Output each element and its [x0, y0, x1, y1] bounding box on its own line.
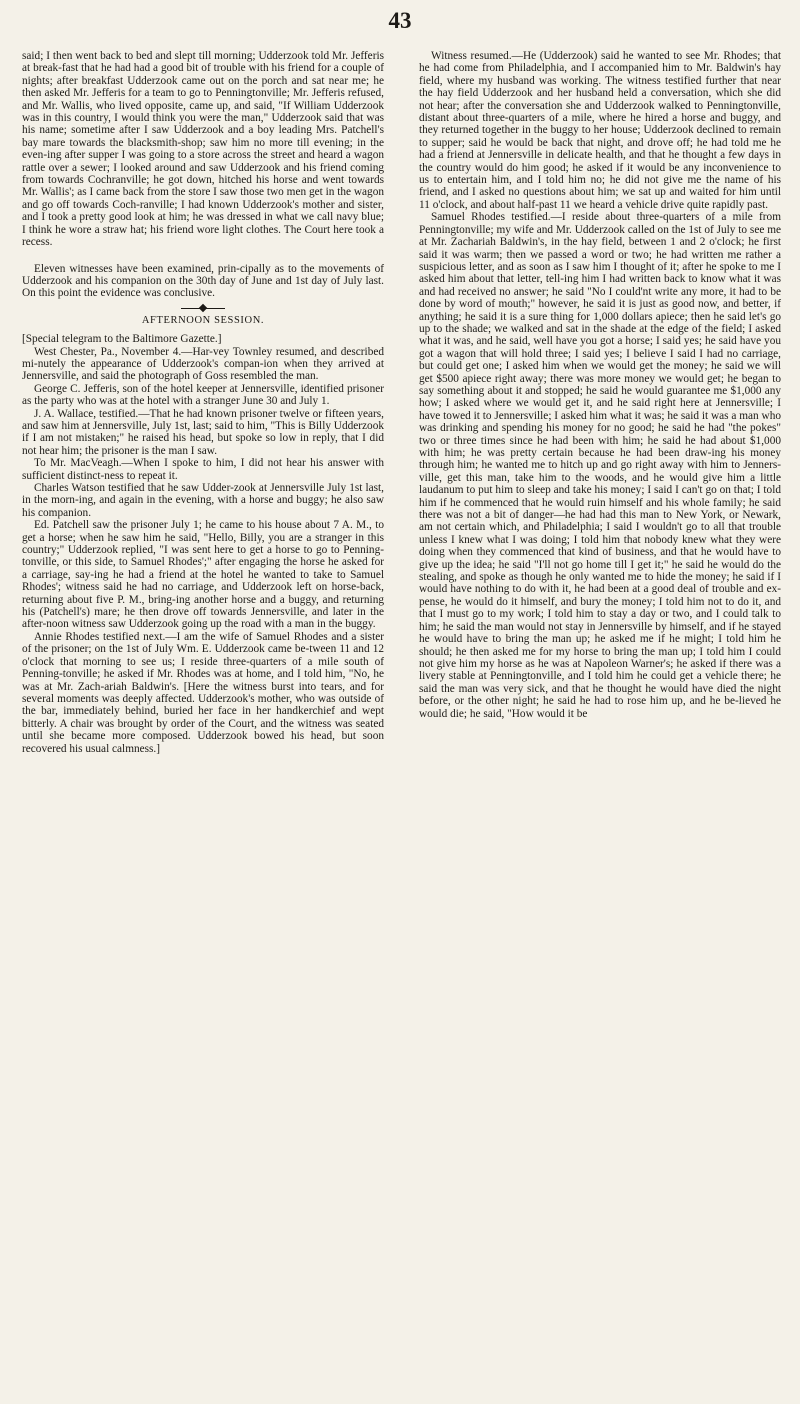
left-column	[22, 50, 384, 755]
article-paragraph: said; I then went back to bed and slept till morning; Udderzook told Mr. Jefferis at break-fast that he had had a good bit of trouble with his friend for a couple of nights; after breakfast Udderzook came out on the porch and sat near me; he then asked Mr. Jefferis for a team to go to Penningtonville; Mr. Jefferis refused, and Mr. Wallis, who lived opposite, came up, and said, "If William Udderzook was in this country, I would think you were the man," Udderzook said that was his name; sometime after I saw Udderzook and a boy leading Mrs. Patchell's bay mare towards the blacksmith-shop; saw him no more till evening; in the even-ing after supper I was going to a store across the street and heard a wagon rattle over a sewer; I looked around and saw Udderzook and his friend coming from towards Cochranville; he got down, hitched his horse and went towards Mr. Wallis'; as I came back from the store I saw those two men get in the wagon and go off towards Coch-ranville; I had known Udderzook's mother and sister, and I took a pretty good look at him; he was dressed in what we call navy blue; I think he wore a straw hat; his friend wore light clothes. The Court here took a recess.	[22, 50, 384, 249]
article-paragraph: To Mr. MacVeagh.—When I spoke to him, I did not hear his answer with sufficient distinct-ness to repeat it.	[22, 457, 384, 482]
article-paragraph: Witness resumed.—He (Udderzook) said he wanted to see Mr. Rhodes; that he had come from Philadelphia, and I accompanied him to Mr. Baldwin's hay field, where my husband was working. The witness testified further that near the hay field Udderzook and her husband held a conversation, which she did not hear; after the conversation she and Udderzook walked to Penningtonville, distant about three-quarters of a mile, where he hired a horse and buggy, and they returned together in the buggy to her house; Udderzook declined to remain to supper; said he would be back that night, and drove off; he had told me he had a friend at Jennersville in delicate health, and that he thought a few days in the country would do him good; he asked if it would be any inconvenience to us to entertain him, and I told him no; he did not give me the name of his friend, and I asked no questions about him; we sat up and waited for him until 11 o'clock, and about half-past 11 we heard a vehicle drive quite rapidly past.	[419, 50, 781, 211]
section-divider	[181, 308, 225, 309]
article-paragraph: West Chester, Pa., November 4.—Har-vey Townley resumed, and described mi-nutely the appearance of Udderzook's compan-ion when they arrived at Jennersville, and said the photograph of Goss resembled the man.	[22, 345, 384, 383]
article-paragraph: Samuel Rhodes testified.—I reside about three-quarters of a mile from Penningtonville; my wife and Mr. Udderzook called on the 1st of July to see me at Mr. Zachariah Baldwin's, in the hay field, between 1 and 2 o'clock; he first said it was warm; then we passed a word or two; he had written me rather a suspicious letter, and as soon as I saw him I thought of it; after he spoke to me I asked him about that letter, tell-ing him I had written back to know what it was and had received no answer; he said "No I could'nt write any more, it had to be done by word of mouth;" however, he said it is just as good now, and better, if anything; he said it is a sure thing for 1,000 dollars apiece; then he said let's go up to the shade; we walked and sat in the shade at the edge of the field; I asked what it was, and he said, well have you got a horse; I said yes; he said have you got a wagon that will hold three; I said yes; I believe I said I had no carriage, but could get one; I asked him when we would get the money; he said we will get $500 apiece right away; there was more money we would get; he began to say something about it and stopped; he said he would guarantee me $1,000 any how; I asked where we would get it, and he said right here at Jennersville; I have towed it to Jennersville; I asked him what it was; he said it was a man who was drinking and spending his money for no good; he said he had "the pokes" two or three times since he had been with him; he said he had about $1,000 with him; he was pretty certain because he had been draw-ing his money through him; he wanted me to hitch up and go right away with him to Jenners-ville, get this man, take him to the woods, and he would give him a little laudanum to put him to sleep and take his money; I said I can't go on that; I told him if he commenced that he would ruin himself and his whole family; he said there was not a bit of danger—he had had this man to New York, or Newark, am not certain which, and Philadelphia; I said I wouldn't go to all that trouble unless I knew what I was doing; I told him that nobody knew what they were doing when they commenced that kind of business, and that he would have to give up the idea; he said "I'll not go home till I get it;" he said he would do the stealing, and spoke as though he only wanted me to hide the money; he said if I would have nothing to do with it, he had been at a good deal of trouble and ex-pense, he would do it himself, and bury the money; I told him not to do it, and that I must go to my work; I told him to stay a day or two, and I could talk to him; he said the man would not stay in Jennersville by himself, and if he stayed he would have to bring the man up; he asked me if he might; I told him he should; he then asked me for my horse to bring the man up; I told him I could not give him my horse as he was at Napoleon Warner's; he asked if there was a livery stable at Penningtonville, and I told him he could get a vehicle there; he said the man was very sick, and that he thought he would have died the night before, or the other night; he said he had to rose him up, and he be-lieved he would die; he said, "How would it be	[419, 211, 781, 720]
article-paragraph: Ed. Patchell saw the prisoner July 1; he came to his house about 7 A. M., to get a horse; when he saw him he said, "Hello, Billy, you are a stranger in this country;" Udderzook replied, "I was sent here to get a horse to go to Penning-tonville, or this side, to Samuel Rhodes';" after engaging the horse he asked for a carriage, say-ing he had a friend at the hotel he wanted to take to Samuel Rhodes'; witness said he had no carriage, and Udderzook left on horse-back, returning about five P. M., bring-ing another horse and a buggy, and returning his (Patchell's) mare; he then drove off towards Jennersville, and later in the after-noon witness saw Udderzook going up the road with a man in the buggy.	[22, 519, 384, 631]
article-paragraph: Eleven witnesses have been examined, prin-cipally as to the movements of Udderzook and his companion on the 30th day of June and 1st day of July last. On this point the evidence was conclusive.	[22, 262, 384, 300]
article-paragraph: George C. Jefferis, son of the hotel keeper at Jennersville, identified prisoner as the party who was at the hotel with a stranger June 30 and July 1.	[22, 382, 384, 408]
article-paragraph: Annie Rhodes testified next.—I am the wife of Samuel Rhodes and a sister of the prisoner; on the 1st of July Wm. E. Udderzook came be-tween 11 and 12 o'clock that morning to see us; I reside three-quarters of a mile south of Penning-tonville; he asked if Mr. Rhodes was at home, and I told him, "No, he was at Mr. Zach-ariah Baldwin's. [Here the witness burst into tears, and for several moments was deeply affected. Udderzook's mother, who was outside of the bar, immediately behind, buried her face in her handkerchief and wept bitterly. A chair was brought by order of the Court, and the witness was seated until she became more composed. Udderzook bowed his head, but soon recovered his usual calmness.]	[22, 630, 384, 755]
page-number: 43	[388, 8, 412, 33]
article-paragraph: [Special telegram to the Baltimore Gazette.]	[22, 333, 222, 346]
article-paragraph: J. A. Wallace, testified.—That he had known prisoner twelve or fifteen years, and saw him at Jennersville, July 1st, last; said to him, "This is Billy Udderzook if I am not mistaken;" he raised his head, but spoke so low in reply, that I did not hear him; the prisoner is the man I saw.	[22, 407, 384, 457]
section-heading: AFTERNOON SESSION.	[141, 314, 265, 326]
right-column	[419, 50, 781, 720]
article-paragraph: Charles Watson testified that he saw Udder-zook at Jennersville July 1st last, in the morn-ing, and again in the evening, with a horse and buggy; he also saw his companion.	[22, 482, 384, 519]
